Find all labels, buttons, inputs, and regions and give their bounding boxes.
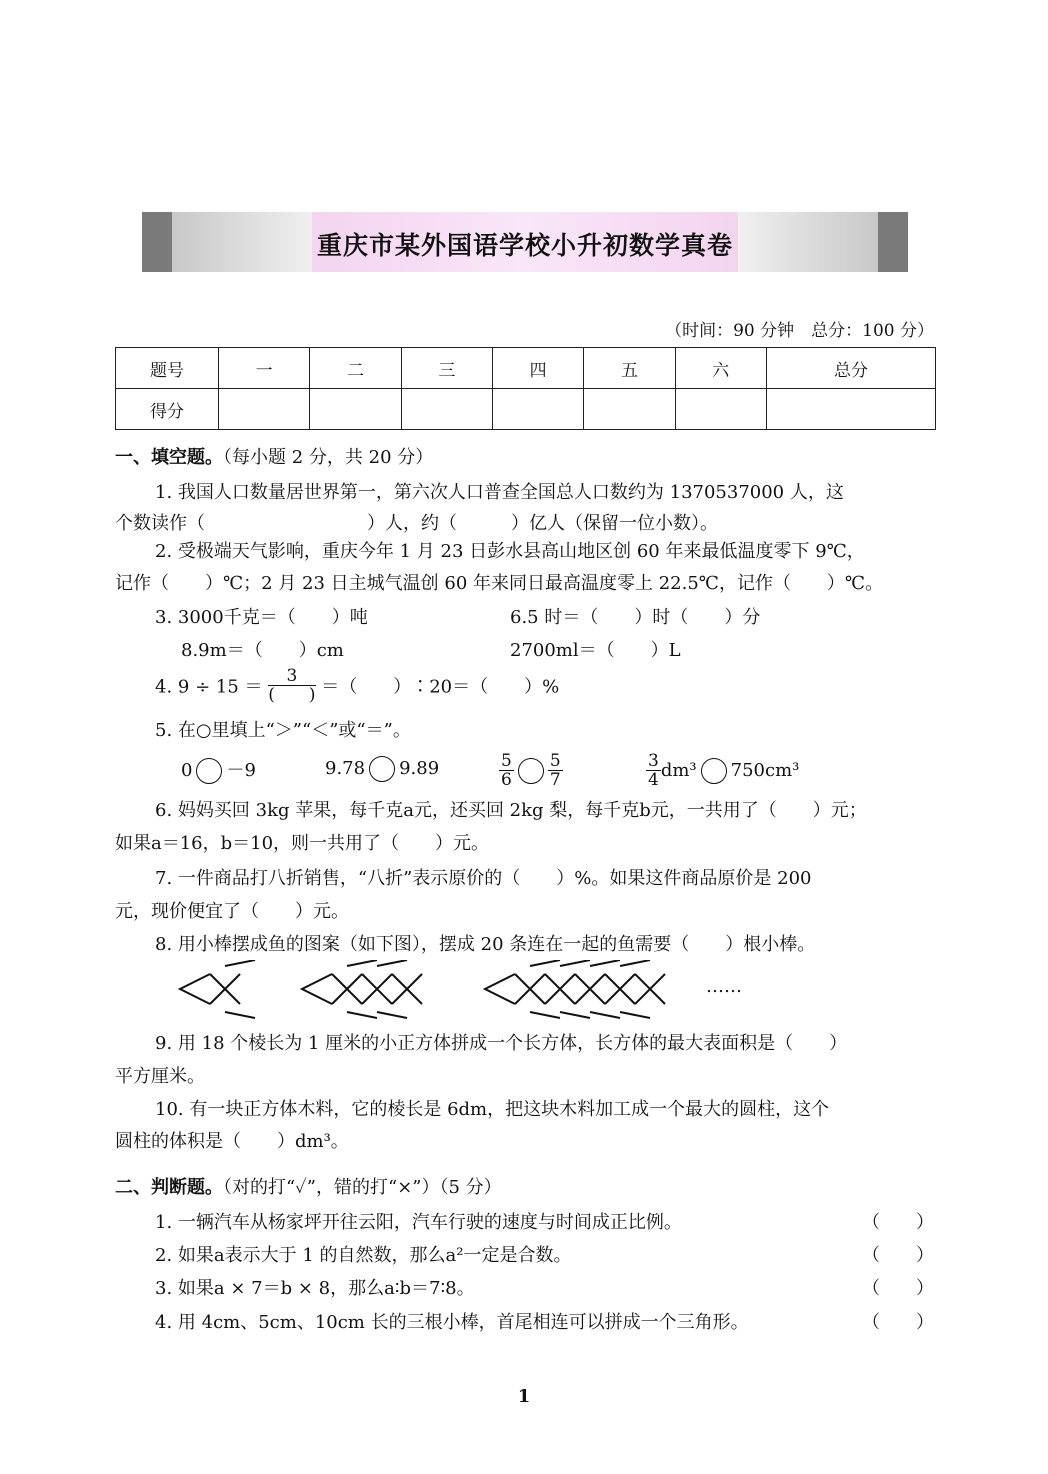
q2-line2: 记作（ ）℃；2 月 23 日主城气温创 60 年来同日最高温度零上 22.5℃，记作（ ）℃。 xyxy=(115,573,884,594)
tf-item-3: 3. 如果a × 7＝b × 8，那么a∶b＝7∶8。 xyxy=(155,1278,475,1299)
compare-circle[interactable] xyxy=(518,758,544,784)
q5-c-frac2 xyxy=(548,752,563,789)
score-input-cell[interactable] xyxy=(219,389,310,430)
score-input-cell[interactable] xyxy=(310,389,401,430)
fish-2 xyxy=(302,960,422,1018)
q3-item4: 2700ml＝（ ）L xyxy=(510,640,681,661)
q5-line: 5. 在○里填上“＞”“＜”或“＝”。 xyxy=(155,720,411,741)
frac-den: 4 xyxy=(648,770,659,790)
score-cell: 题号 xyxy=(116,348,219,389)
answer-paren[interactable]: （ ） xyxy=(862,1212,934,1233)
exam-meta: （时间：90 分钟 总分：100 分） xyxy=(665,321,934,341)
score-input-cell[interactable] xyxy=(401,389,492,430)
q5-items xyxy=(181,752,831,792)
q8-line: 8. 用小棒摆成鱼的图案（如下图），摆成 20 条连在一起的鱼需要（ ）根小棒。 xyxy=(155,934,816,955)
section1-note: （每小题 2 分，共 20 分） xyxy=(223,447,434,468)
q5-b xyxy=(325,756,439,782)
fish-1 xyxy=(180,960,255,1018)
q4-fraction xyxy=(268,667,315,704)
score-cell: 六 xyxy=(675,348,766,389)
section1-title: 一、填空题。 xyxy=(115,447,223,468)
score-cell: 一 xyxy=(219,348,310,389)
section2-note: （对的打“✓”，错的打“×”）（5 分） xyxy=(223,1177,502,1198)
q4-prefix: 4. 9 ÷ 15 ＝ xyxy=(155,676,263,698)
score-input-cell[interactable] xyxy=(584,389,675,430)
q5-d-unit: dm³ xyxy=(660,760,697,781)
q3-item3: 8.9m＝（ ）cm xyxy=(181,640,344,661)
score-input-cell[interactable] xyxy=(675,389,766,430)
compare-circle[interactable] xyxy=(196,758,222,784)
answer-paren[interactable]: （ ） xyxy=(862,1245,934,1266)
q5-d-frac xyxy=(646,752,661,789)
tf-item-2: 2. 如果a表示大于 1 的自然数，那么a²一定是合数。 xyxy=(155,1245,572,1266)
q6-line1: 6. 妈妈买回 3kg 苹果，每千克a元，还买回 2kg 梨，每千克b元，一共用了（ ）元； xyxy=(155,800,867,821)
score-cell: 得分 xyxy=(116,389,219,430)
score-cell: 总分 xyxy=(766,348,935,389)
score-table-score-row xyxy=(116,389,936,430)
answer-paren[interactable]: （ ） xyxy=(862,1312,934,1333)
q3-item2: 6.5 时＝（ ）时（ ）分 xyxy=(510,607,761,628)
frac-den: 7 xyxy=(549,770,561,790)
fish-stick-figure xyxy=(170,960,770,1020)
frac-num: 3 xyxy=(648,751,659,771)
q5-d-right: 750cm³ xyxy=(730,760,800,781)
q4-suffix: ＝（ ）∶20＝（ ）% xyxy=(321,676,560,698)
q5-a-left: 0 xyxy=(181,760,193,781)
q7-line2: 元，现价便宜了（ ）元。 xyxy=(115,901,349,922)
tf-item-1: 1. 一辆汽车从杨家坪开往云阳，汽车行驶的速度与时间成正比例。 xyxy=(155,1212,682,1233)
section2-title: 二、判断题。 xyxy=(115,1177,223,1198)
q7-line1: 7. 一件商品打八折销售，“八折”表示原价的（ ）%。如果这件商品原价是 200 xyxy=(155,868,812,889)
q10-line1: 10. 有一块正方体木料，它的棱长是 6dm，把这块木料加工成一个最大的圆柱，这个 xyxy=(155,1099,830,1120)
answer-paren[interactable]: （ ） xyxy=(862,1278,934,1299)
compare-circle[interactable] xyxy=(369,756,395,782)
q4-denominator: ( ) xyxy=(268,685,316,705)
section1-heading xyxy=(115,443,433,469)
score-table xyxy=(115,347,936,430)
q6-line2: 如果a＝16，b＝10，则一共用了（ ）元。 xyxy=(115,833,490,854)
page-number: 1 xyxy=(517,1386,531,1407)
score-cell: 四 xyxy=(492,348,583,389)
score-table-header-row xyxy=(116,348,936,389)
q9-line2: 平方厘米。 xyxy=(115,1066,205,1087)
q5-b-left: 9.78 xyxy=(325,758,366,779)
q4-numerator: 3 xyxy=(268,667,315,686)
score-cell: 二 xyxy=(310,348,401,389)
q5-c xyxy=(499,752,563,789)
score-cell: 五 xyxy=(584,348,675,389)
q2-line1: 2. 受极端天气影响，重庆今年 1 月 23 日彭水县高山地区创 60 年来最低温度零下 9℃， xyxy=(155,541,865,562)
q9-line1: 9. 用 18 个棱长为 1 厘米的小正方体拼成一个长方体，长方体的最大表面积是（ ） xyxy=(155,1033,848,1054)
q4-line xyxy=(155,667,559,704)
section2-heading xyxy=(115,1173,502,1199)
tf-item-4: 4. 用 4cm、5cm、10cm 长的三根小棒，首尾相连可以拼成一个三角形。 xyxy=(155,1312,749,1333)
q5-d xyxy=(646,752,799,789)
frac-num: 5 xyxy=(501,751,512,771)
frac-den: 6 xyxy=(501,770,512,790)
frac-num: 5 xyxy=(549,751,561,771)
q5-a-right: －9 xyxy=(226,760,256,781)
score-input-cell[interactable] xyxy=(766,389,935,430)
compare-circle[interactable] xyxy=(701,758,727,784)
fish-3 xyxy=(485,960,665,1018)
q1-line1: 1. 我国人口数量居世界第一，第六次人口普查全国总人口数约为 1370537000 人，这 xyxy=(155,482,844,503)
q5-b-right: 9.89 xyxy=(399,758,440,779)
q5-c-frac1 xyxy=(499,752,514,789)
score-input-cell[interactable] xyxy=(492,389,583,430)
q1-line2: 个数读作（ ）人，约（ ）亿人（保留一位小数）。 xyxy=(115,513,718,534)
q10-line2: 圆柱的体积是（ ）dm³。 xyxy=(115,1131,349,1152)
score-cell: 三 xyxy=(401,348,492,389)
q3-item1: 3. 3000千克＝（ ）吨 xyxy=(155,607,368,628)
page-title: 重庆市某外国语学校小升初数学真卷 xyxy=(316,231,733,260)
q5-a xyxy=(181,756,256,784)
q8-ellipsis: …… xyxy=(706,976,742,997)
title-banner xyxy=(142,212,908,272)
